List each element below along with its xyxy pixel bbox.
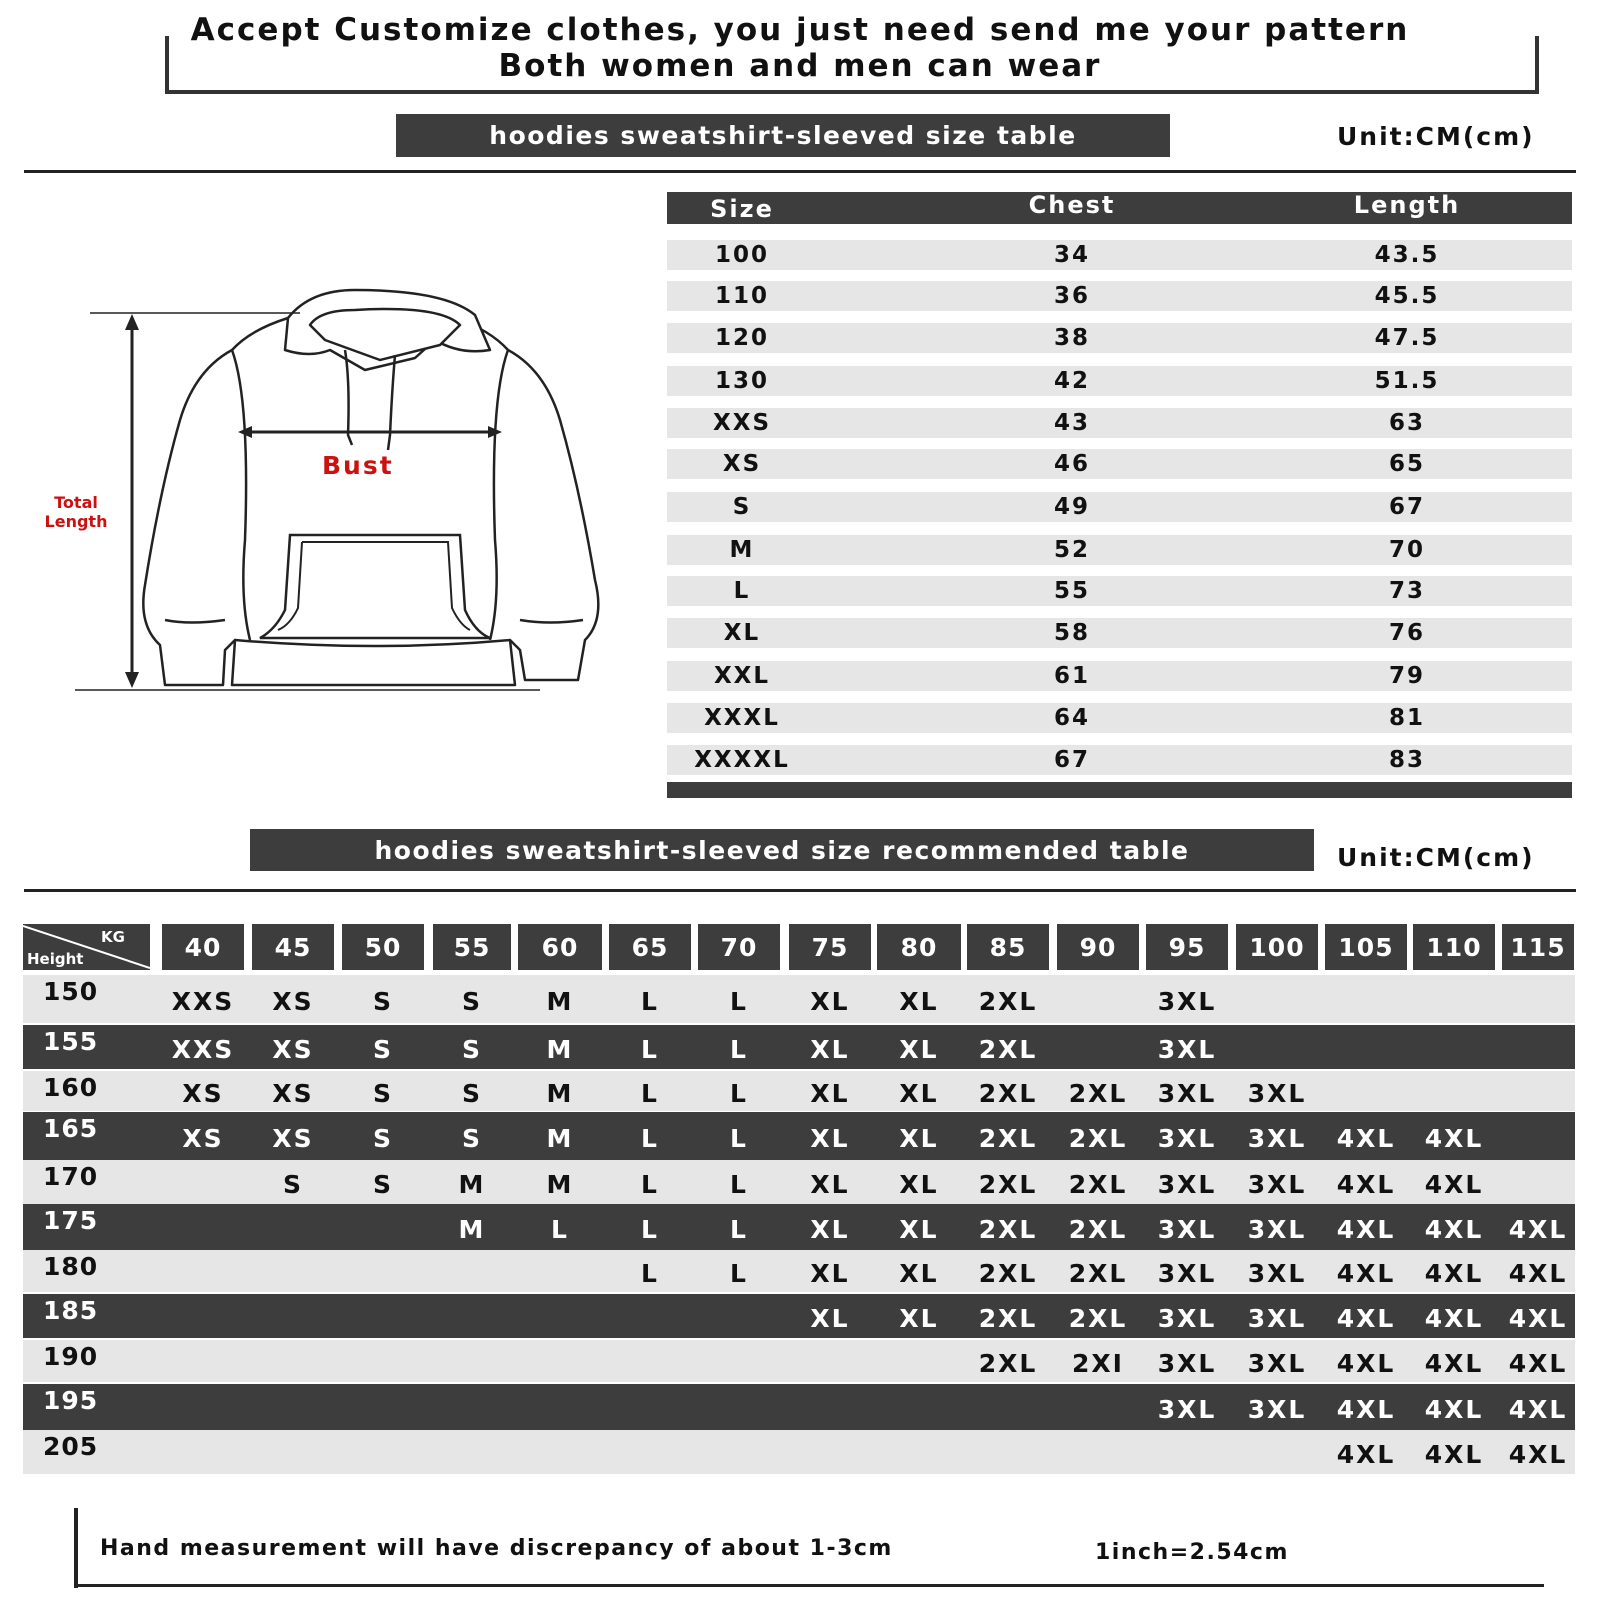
- size-recommendation-cell: 3XL: [1247, 1079, 1307, 1108]
- size-recommendation-cell: 2XL: [978, 1304, 1038, 1333]
- size-table-row: [667, 576, 1572, 606]
- footer-note: Hand measurement will have discrepancy of about 1-3cm: [100, 1536, 893, 1561]
- size-recommendation-cell: S: [461, 987, 482, 1016]
- header-line-1: Accept Customize clothes, you just need send me your pattern: [190, 12, 1410, 48]
- size-recommendation-cell: M: [546, 987, 574, 1016]
- size-recommendation-cell: S: [461, 1079, 482, 1108]
- size-recommendation-cell: 4XL: [1424, 1215, 1484, 1244]
- rec-table-row: [23, 1340, 1575, 1382]
- size-recommendation-cell: M: [458, 1170, 486, 1199]
- chest-cell: 61: [1053, 663, 1090, 689]
- col-chest: Chest: [1028, 191, 1116, 219]
- rec-table-unit: Unit:CM(cm): [1337, 843, 1535, 872]
- size-recommendation-cell: 3XL: [1247, 1259, 1307, 1288]
- rec-table-row: [23, 1204, 1575, 1250]
- size-recommendation-cell: L: [730, 1035, 748, 1064]
- size-recommendation-cell: 3XL: [1247, 1124, 1307, 1153]
- size-recommendation-cell: 4XL: [1508, 1440, 1568, 1469]
- size-recommendation-cell: XL: [899, 1079, 939, 1108]
- size-recommendation-cell: 4XL: [1336, 1170, 1396, 1199]
- size-cell: XXL: [713, 663, 771, 689]
- height-cell: 175: [43, 1206, 99, 1235]
- size-recommendation-cell: XL: [810, 1215, 850, 1244]
- size-recommendation-cell: 2XL: [978, 1079, 1038, 1108]
- weight-header-cell: 65: [609, 924, 691, 970]
- size-recommendation-cell: 3XL: [1157, 1304, 1217, 1333]
- height-cell: 165: [43, 1114, 99, 1143]
- size-recommendation-cell: L: [641, 987, 659, 1016]
- size-recommendation-cell: XS: [182, 1079, 224, 1108]
- rec-table-row: [23, 1250, 1575, 1292]
- size-cell: XXXXL: [694, 747, 790, 773]
- chest-cell: 52: [1053, 537, 1090, 563]
- rec-table-banner: hoodies sweatshirt-sleeved size recommended table: [250, 829, 1314, 871]
- size-table-row: [667, 366, 1572, 396]
- chest-cell: 49: [1053, 494, 1090, 520]
- size-recommendation-cell: 4XL: [1424, 1170, 1484, 1199]
- size-recommendation-cell: 2XL: [1068, 1215, 1128, 1244]
- size-recommendation-cell: XL: [899, 1304, 939, 1333]
- size-recommendation-cell: 2XL: [978, 1349, 1038, 1378]
- size-recommendation-cell: L: [551, 1215, 569, 1244]
- size-recommendation-cell: S: [372, 987, 393, 1016]
- size-recommendation-cell: L: [641, 1170, 659, 1199]
- size-recommendation-cell: L: [730, 1259, 748, 1288]
- length-cell: 45.5: [1374, 283, 1440, 309]
- size-recommendation-cell: XL: [810, 1259, 850, 1288]
- size-cell: XL: [723, 620, 761, 646]
- chest-cell: 46: [1053, 451, 1090, 477]
- weight-header-cell: 50: [342, 924, 424, 970]
- size-recommendation-cell: S: [372, 1170, 393, 1199]
- size-recommendation-cell: 4XL: [1508, 1395, 1568, 1424]
- size-recommendation-cell: XS: [272, 987, 314, 1016]
- size-recommendation-cell: 4XL: [1336, 1215, 1396, 1244]
- weight-header-cell: 70: [698, 924, 780, 970]
- size-recommendation-cell: XL: [810, 987, 850, 1016]
- rec-table-row: [23, 975, 1575, 1023]
- size-recommendation-cell: L: [641, 1259, 659, 1288]
- col-length: Length: [1353, 191, 1461, 219]
- size-recommendation-cell: 4XL: [1336, 1349, 1396, 1378]
- weight-header-cell: 95: [1146, 924, 1228, 970]
- weight-header-cell: 60: [518, 924, 602, 970]
- size-recommendation-cell: 2XL: [978, 1035, 1038, 1064]
- size-cell: 130: [714, 368, 769, 394]
- footer-left-border: [74, 1508, 78, 1588]
- chest-cell: 58: [1053, 620, 1090, 646]
- rec-table-row: [23, 1112, 1575, 1160]
- size-recommendation-cell: S: [461, 1035, 482, 1064]
- size-cell: 120: [714, 325, 769, 351]
- size-recommendation-cell: 3XL: [1157, 1349, 1217, 1378]
- size-table-banner: hoodies sweatshirt-sleeved size table: [396, 114, 1170, 157]
- weight-header-cell: 80: [877, 924, 961, 970]
- size-table-footer-bar: [667, 782, 1572, 798]
- corner-cell: [23, 924, 150, 970]
- rec-table-row: [23, 1430, 1575, 1474]
- length-cell: 63: [1388, 410, 1425, 436]
- section-divider: [24, 170, 1576, 173]
- size-recommendation-cell: S: [372, 1079, 393, 1108]
- size-recommendation-cell: 3XL: [1157, 1395, 1217, 1424]
- size-table-row: [667, 492, 1572, 522]
- size-recommendation-cell: L: [730, 1215, 748, 1244]
- rec-table-row: [23, 1384, 1575, 1430]
- size-recommendation-cell: L: [641, 1079, 659, 1108]
- size-recommendation-cell: 4XL: [1336, 1304, 1396, 1333]
- size-recommendation-cell: M: [546, 1079, 574, 1108]
- size-recommendation-cell: 2XL: [1068, 1304, 1128, 1333]
- size-table-row: [667, 535, 1572, 565]
- corner-height-label: Height: [27, 950, 84, 968]
- size-recommendation-cell: 3XL: [1157, 1215, 1217, 1244]
- size-recommendation-cell: XL: [810, 1124, 850, 1153]
- size-recommendation-cell: 4XL: [1508, 1259, 1568, 1288]
- chest-cell: 36: [1053, 283, 1090, 309]
- size-recommendation-cell: S: [372, 1124, 393, 1153]
- size-table-row: [667, 281, 1572, 311]
- size-recommendation-cell: 2XL: [1068, 1259, 1128, 1288]
- size-recommendation-cell: 2XL: [1068, 1079, 1128, 1108]
- size-cell: 100: [714, 242, 769, 268]
- size-recommendation-cell: XS: [272, 1124, 314, 1153]
- size-recommendation-cell: XL: [899, 1259, 939, 1288]
- size-recommendation-cell: XL: [810, 1304, 850, 1333]
- size-cell: 110: [714, 283, 769, 309]
- size-recommendation-cell: L: [730, 987, 748, 1016]
- rec-table-row: [23, 1160, 1575, 1204]
- size-recommendation-cell: 4XL: [1508, 1349, 1568, 1378]
- size-recommendation-cell: XS: [272, 1079, 314, 1108]
- chest-cell: 42: [1053, 368, 1090, 394]
- size-recommendation-cell: XS: [182, 1124, 224, 1153]
- size-recommendation-cell: 2XL: [978, 1215, 1038, 1244]
- chest-cell: 38: [1053, 325, 1090, 351]
- height-cell: 190: [43, 1342, 99, 1371]
- size-recommendation-cell: XL: [899, 1124, 939, 1153]
- length-cell: 81: [1388, 705, 1425, 731]
- size-recommendation-cell: M: [546, 1170, 574, 1199]
- section-divider: [24, 889, 1576, 892]
- size-recommendation-cell: XL: [899, 1035, 939, 1064]
- size-recommendation-cell: L: [641, 1124, 659, 1153]
- weight-header-cell: 85: [967, 924, 1049, 970]
- size-table-row: [667, 323, 1572, 353]
- weight-header-cell: 115: [1502, 924, 1574, 970]
- rec-table-row: [23, 1025, 1575, 1069]
- size-recommendation-cell: 4XL: [1424, 1304, 1484, 1333]
- weight-header-cell: 40: [162, 924, 244, 970]
- size-recommendation-cell: 4XL: [1508, 1304, 1568, 1333]
- weight-header-cell: 90: [1057, 924, 1139, 970]
- size-recommendation-cell: 4XL: [1424, 1440, 1484, 1469]
- size-recommendation-cell: 3XL: [1247, 1304, 1307, 1333]
- weight-header-cell: 105: [1325, 924, 1407, 970]
- size-recommendation-cell: 3XL: [1157, 1079, 1217, 1108]
- chest-cell: 55: [1053, 578, 1090, 604]
- size-cell: XXS: [712, 410, 772, 436]
- size-recommendation-cell: 2XL: [978, 1124, 1038, 1153]
- size-recommendation-cell: 4XL: [1424, 1124, 1484, 1153]
- footer-bottom-border: [74, 1584, 1544, 1587]
- length-cell: 76: [1388, 620, 1425, 646]
- size-table-row: [667, 240, 1572, 270]
- height-cell: 170: [43, 1162, 99, 1191]
- size-recommendation-cell: M: [458, 1215, 486, 1244]
- size-cell: XS: [722, 451, 762, 477]
- size-table-row: [667, 661, 1572, 691]
- footer-conversion: 1inch=2.54cm: [1095, 1540, 1289, 1565]
- height-cell: 155: [43, 1027, 99, 1056]
- length-cell: 51.5: [1374, 368, 1440, 394]
- size-recommendation-cell: 3XL: [1157, 1259, 1217, 1288]
- size-recommendation-cell: 2XL: [1068, 1124, 1128, 1153]
- size-recommendation-cell: 3XL: [1157, 987, 1217, 1016]
- height-cell: 160: [43, 1073, 99, 1102]
- length-cell: 83: [1388, 747, 1425, 773]
- bust-label: Bust: [322, 451, 394, 480]
- total-length-label-2: Length: [44, 512, 108, 531]
- size-recommendation-cell: XL: [810, 1035, 850, 1064]
- size-recommendation-cell: S: [282, 1170, 303, 1199]
- chest-cell: 64: [1053, 705, 1090, 731]
- size-recommendation-cell: L: [641, 1035, 659, 1064]
- weight-header-cell: 45: [252, 924, 334, 970]
- size-recommendation-cell: 3XL: [1157, 1035, 1217, 1064]
- size-cell: M: [729, 537, 755, 563]
- length-cell: 65: [1388, 451, 1425, 477]
- hoodie-outline-icon: [143, 290, 598, 685]
- size-recommendation-cell: 4XL: [1336, 1259, 1396, 1288]
- size-recommendation-cell: 4XL: [1424, 1259, 1484, 1288]
- size-recommendation-cell: 3XL: [1157, 1170, 1217, 1199]
- size-recommendation-cell: M: [546, 1035, 574, 1064]
- length-cell: 73: [1388, 578, 1425, 604]
- header-line-2: Both women and men can wear: [498, 48, 1102, 84]
- weight-header-cell: 75: [789, 924, 871, 970]
- size-table-row: [667, 408, 1572, 438]
- size-recommendation-cell: XL: [810, 1079, 850, 1108]
- size-recommendation-cell: 2XL: [1068, 1170, 1128, 1199]
- size-recommendation-cell: M: [546, 1124, 574, 1153]
- size-recommendation-cell: 3XL: [1247, 1349, 1307, 1378]
- size-recommendation-cell: XXS: [171, 987, 235, 1016]
- size-recommendation-cell: L: [730, 1124, 748, 1153]
- size-recommendation-cell: 4XL: [1336, 1395, 1396, 1424]
- height-cell: 150: [43, 977, 99, 1006]
- length-cell: 47.5: [1374, 325, 1440, 351]
- size-recommendation-cell: XXS: [171, 1035, 235, 1064]
- size-recommendation-cell: L: [730, 1170, 748, 1199]
- size-recommendation-cell: 4XL: [1336, 1124, 1396, 1153]
- length-cell: 67: [1388, 494, 1425, 520]
- size-table-row: [667, 449, 1572, 479]
- size-recommendation-cell: XL: [899, 1170, 939, 1199]
- height-cell: 195: [43, 1386, 99, 1415]
- size-cell: XXXL: [704, 705, 780, 731]
- corner-kg-label: KG: [101, 928, 125, 946]
- size-recommendation-cell: S: [372, 1035, 393, 1064]
- col-size: Size: [710, 195, 774, 223]
- size-cell: S: [732, 494, 752, 520]
- size-recommendation-cell: 3XL: [1247, 1215, 1307, 1244]
- total-length-label-1: Total: [54, 493, 98, 512]
- size-recommendation-cell: L: [730, 1079, 748, 1108]
- length-cell: 70: [1388, 537, 1425, 563]
- size-recommendation-cell: 2XL: [978, 1170, 1038, 1199]
- height-cell: 185: [43, 1296, 99, 1325]
- rec-table-row: [23, 1294, 1575, 1338]
- size-recommendation-cell: S: [461, 1124, 482, 1153]
- weight-header-cell: 100: [1236, 924, 1318, 970]
- size-recommendation-cell: 2XL: [978, 987, 1038, 1016]
- chest-cell: 67: [1053, 747, 1090, 773]
- size-recommendation-cell: 2XI: [1072, 1349, 1124, 1378]
- weight-header-cell: 110: [1413, 924, 1495, 970]
- size-table-header: [667, 192, 1572, 224]
- rec-table-row: [23, 1071, 1575, 1111]
- size-recommendation-cell: 3XL: [1247, 1395, 1307, 1424]
- size-table-row: [667, 745, 1572, 775]
- size-recommendation-cell: L: [641, 1215, 659, 1244]
- chest-cell: 43: [1053, 410, 1090, 436]
- size-table-row: [667, 703, 1572, 733]
- length-cell: 43.5: [1374, 242, 1440, 268]
- size-recommendation-cell: 3XL: [1247, 1170, 1307, 1199]
- size-recommendation-cell: 4XL: [1336, 1440, 1396, 1469]
- size-recommendation-cell: XL: [899, 1215, 939, 1244]
- size-recommendation-cell: 4XL: [1508, 1215, 1568, 1244]
- size-recommendation-cell: 3XL: [1157, 1124, 1217, 1153]
- weight-header-cell: 55: [433, 924, 511, 970]
- size-table-unit: Unit:CM(cm): [1337, 122, 1535, 151]
- chest-cell: 34: [1053, 242, 1090, 268]
- height-cell: 180: [43, 1252, 99, 1281]
- size-recommendation-cell: 4XL: [1424, 1349, 1484, 1378]
- size-recommendation-cell: XL: [899, 987, 939, 1016]
- size-recommendation-cell: 2XL: [978, 1259, 1038, 1288]
- size-recommendation-cell: XS: [272, 1035, 314, 1064]
- height-cell: 205: [43, 1432, 99, 1461]
- size-cell: L: [733, 578, 751, 604]
- length-cell: 79: [1388, 663, 1425, 689]
- size-recommendation-cell: XL: [810, 1170, 850, 1199]
- size-recommendation-cell: 4XL: [1424, 1395, 1484, 1424]
- size-table-row: [667, 618, 1572, 648]
